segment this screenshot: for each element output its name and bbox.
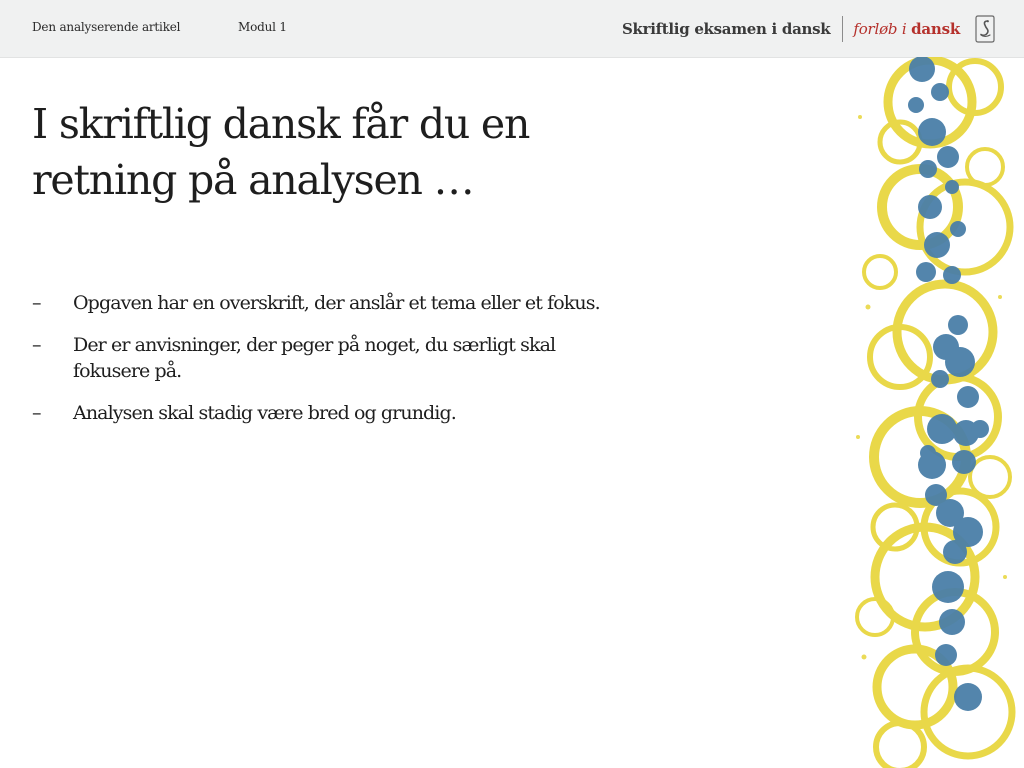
bullet-dash: –	[32, 292, 41, 314]
brand-divider	[842, 16, 843, 42]
brand-subtitle-italic: forløb i	[853, 20, 907, 38]
bullet-text: Opgaven har en overskrift, der anslår et tema eller et fokus.	[73, 292, 600, 314]
brand-lockup	[622, 16, 960, 42]
bullet-item	[32, 332, 612, 384]
breadcrumb-article: Den analyserende artikel	[32, 20, 181, 34]
bullet-text: Analysen skal stadig være bred og grundig.	[73, 402, 456, 424]
slide-title: I skriftlig dansk får du en retning på analysen …	[32, 100, 530, 204]
brand-subtitle-bold: dansk	[911, 20, 961, 38]
breadcrumb-module: Modul 1	[238, 20, 287, 34]
bullet-item	[32, 400, 612, 426]
bullet-item	[32, 290, 612, 316]
bullet-dash: –	[32, 334, 41, 356]
decorative-circles-art	[840, 57, 1024, 768]
bullet-list	[32, 290, 612, 442]
swan-logo-icon	[975, 15, 995, 43]
bullet-dash: –	[32, 402, 41, 424]
header-bar	[0, 0, 1024, 58]
brand-subtitle	[853, 20, 960, 38]
brand-title: Skriftlig eksamen i dansk	[622, 20, 831, 38]
bullet-text: Der er anvisninger, der peger på noget, du særligt skal fokusere på.	[73, 334, 556, 382]
